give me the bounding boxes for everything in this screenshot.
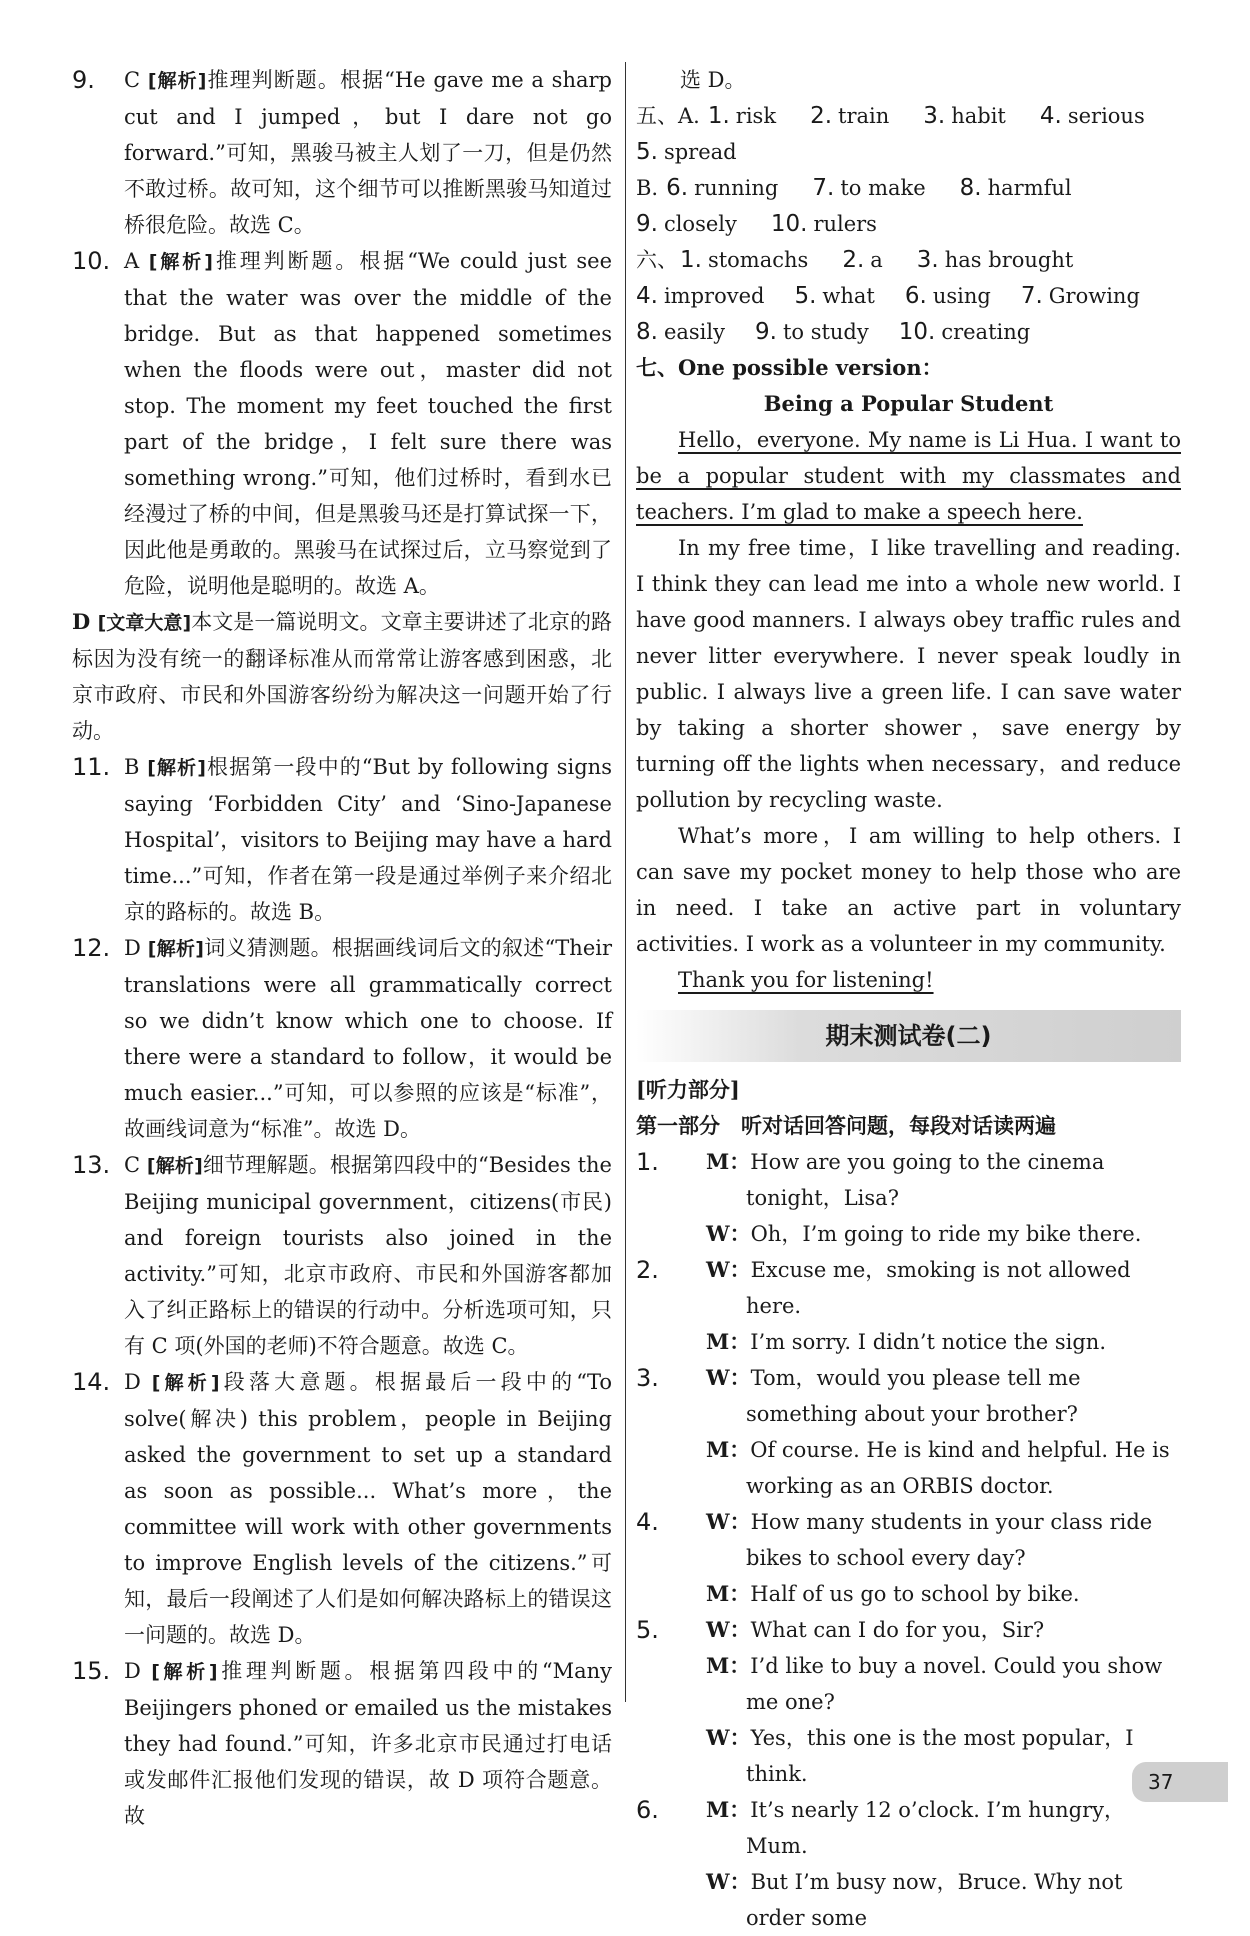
section-6-cont2: 8. easily 9. to study 10. creating — [636, 319, 1031, 345]
answer-item-12: 12. D [解析]词义猜测题。根据画线词后文的叙述“Their translations were all grammatically correct so we didn’t know which one to choose. If there were a standard to follow，it would be much easier...”可知，可以参照的应该是“标准”，故画线词意为“标准”。故选 D。 — [72, 934, 613, 1141]
answer-item-11: 11. B [解析]根据第一段中的“But by following signs saying ‘Forbidden City’ and ‘Sino-Japanese Hospital’，visitors to Beijing may have a hard time...”可知，作者在第一段是通过举例子来介绍北京的路标的。故选 B。 — [72, 753, 612, 924]
answer-item-14: 14. D [解析]段落大意题。根据最后一段中的“To solve(解决) this problem，people in Beijing asked the government to set up a standard as soon as possible... What’s more，the committee will work with other governments to improve English levels of the citizens.”可知，最后一段阐述了人们是如何解决路标上的错误这一问题的。故选 D。 — [72, 1368, 613, 1647]
section-5b: B. 6. running 7. to make 8. harmful — [636, 175, 1072, 201]
essay-paragraph-1: Hello，everyone. My name is Li Hua. I want to be a popular student with my classmates and teachers. I’m glad to make a speech here. — [636, 428, 1181, 524]
page-number: 37 — [1132, 1762, 1228, 1802]
left-column — [72, 62, 612, 1834]
section-6-cont: 4. improved 5. what 6. using 7. Growing — [636, 283, 1140, 309]
dialogue-5: 5. W：What can I do for you，Sir? M：I’d like to buy a novel. Could you show me one? W：Yes，this one is the most popular，I think. — [636, 1616, 1163, 1786]
section-7-label: 七、One possible version： — [636, 355, 943, 380]
dialogue-3: 3. W：Tom，would you please tell me something about your brother? M：Of course. He is kind and helpful. He is working as an ORBIS doctor. — [636, 1364, 1170, 1498]
answer-item-13: 13. C [解析]细节理解题。根据第四段中的“Besides the Beijing municipal government，citizens(市民) and foreign tourists also joined in the activity.”可知，北京市政府、市民和外国游客都加入了纠正路标上的错误的行动中。分析选项可知，只有 C 项(外国的老师)不符合题意。故选 C。 — [72, 1151, 612, 1358]
essay-paragraph-4: Thank you for listening! — [678, 968, 934, 992]
continued-text: 选 D。 — [680, 68, 746, 92]
column-divider — [625, 62, 626, 1702]
listening-label: [听力部分] — [636, 1077, 740, 1102]
section-6: 六、 1. stomachs 2. a 3. has brought — [636, 247, 1074, 273]
essay-paragraph-2: In my free time，I like travelling and reading. I think they can lead me into a whole new world. I have good manners. I always obey traffic rules and never litter everywhere. I never speak loudly in public. I always live a green life. I can save water by taking a shorter shower，save energy by turning off the lights when necessary，and reduce pollution by recycling waste. — [636, 536, 1181, 812]
answer-item-9: 9. C [解析]推理判断题。根据“He gave me a sharp cut and I jumped，but I dare not go forward.”可知，黑骏马被主人划了一刀，但是仍然不敢过桥。故可知，这个细节可以推断黑骏马知道过桥很危险。故选 C。 — [72, 66, 612, 237]
part1-title: 第一部分 听对话回答问题，每段对话读两遍 — [636, 1113, 1056, 1138]
answer-item-10: 10. A [解析]推理判断题。根据“We could just see that the water was over the middle of the bridge. But as that happened sometimes when the floods were out，master did not stop. The moment my feet touched the first part of the bridge，I felt sure there was something wrong.”可知，他们过桥时，看到水已经漫过了桥的中间，但是黑骏马还是打算试探一下，因此他是勇敢的。黑骏马在试探过后，立马察觉到了危险，说明他是聪明的。故选 A。 — [72, 247, 612, 598]
section-5b-cont: 9. closely 10. rulers — [636, 211, 877, 237]
essay-title: Being a Popular Student — [763, 391, 1054, 416]
essay-paragraph-3: What’s more，I am willing to help others. I can save my pocket money to help those who are in need. I take an active part in voluntary activities. I work as a volunteer in my community. — [636, 824, 1181, 956]
dialogue-4: 4. W：How many students in your class ride bikes to school every day? M：Half of us go to school by bike. — [636, 1508, 1153, 1606]
answer-item-15: 15. D [解析]推理判断题。根据第四段中的“Many Beijingers phoned or emailed us the mistakes they had found.”可知，许多北京市民通过打电话或发邮件汇报他们发现的错误，故 D 项符合题意。故 — [72, 1657, 613, 1828]
dialogue-6: 6. M：It’s nearly 12 o’clock. I’m hungry，Mum. W：But I’m busy now，Bruce. Why not order some — [636, 1796, 1126, 1930]
section-5a: 五、A. 1. risk 2. train 3. habit 4. serious — [636, 103, 1145, 129]
dialogue-2: 2. W：Excuse me，smoking is not allowed here. M：I’m sorry. I didn’t notice the sign. — [636, 1256, 1131, 1354]
right-column — [636, 62, 1181, 1936]
section-d-summary: D [文章大意]本文是一篇说明文。文章主要讲述了北京的路标因为没有统一的翻译标准从而常常让游客感到困惑，北京市政府、市民和外国游客纷纷为解决这一问题开始了行动。 — [72, 609, 612, 743]
dialogue-1: 1. M：How are you going to the cinema tonight，Lisa? W：Oh，I’m going to ride my bike there. — [636, 1148, 1142, 1246]
test-paper-banner: 期末测试卷(二) — [636, 1010, 1181, 1062]
section-5a-cont: 5. spread — [636, 139, 737, 165]
